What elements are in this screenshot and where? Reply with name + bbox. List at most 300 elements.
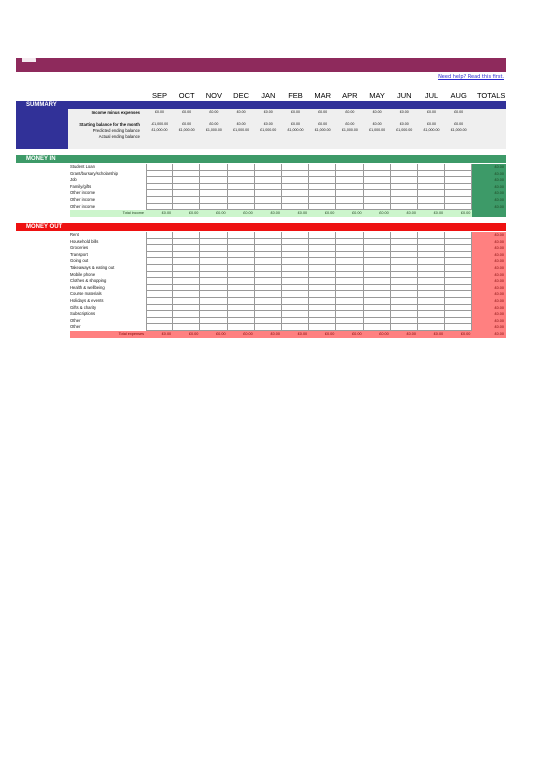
money-out-input-cell[interactable] (282, 245, 309, 252)
money-out-input-cell[interactable] (309, 291, 336, 298)
money-out-input-cell[interactable] (228, 278, 255, 285)
money-out-input-cell[interactable] (364, 252, 391, 259)
money-out-input-cell[interactable] (173, 258, 200, 265)
money-in-input-cell[interactable] (418, 171, 445, 178)
money-in-input-cell[interactable] (255, 177, 282, 184)
money-in-input-cell[interactable] (282, 197, 309, 204)
money-in-total-label: Total income (70, 210, 146, 217)
money-out-input-cell[interactable] (336, 311, 363, 318)
money-out-input-cell[interactable] (391, 232, 418, 239)
money-in-input-cell[interactable] (200, 171, 227, 178)
money-out-input-cell[interactable] (309, 252, 336, 259)
money-out-input-cell[interactable] (391, 252, 418, 259)
money-in-input-cell[interactable] (309, 197, 336, 204)
money-out-input-cell[interactable] (418, 278, 445, 285)
money-out-month-total: £0.00 (282, 331, 309, 338)
money-out-row-total: £0.00 (472, 298, 506, 305)
money-in-input-cell[interactable] (418, 190, 445, 197)
money-out-input-cell[interactable] (200, 285, 227, 292)
money-in-input-cell[interactable] (418, 197, 445, 204)
money-out-input-cell[interactable] (255, 232, 282, 239)
money-out-input-cell[interactable] (282, 318, 309, 325)
money-out-input-cell[interactable] (173, 278, 200, 285)
money-out-input-cell[interactable] (282, 298, 309, 305)
money-in-input-cell[interactable] (445, 204, 472, 211)
money-out-input-cell[interactable] (364, 311, 391, 318)
money-out-input-cell[interactable] (200, 311, 227, 318)
money-out-input-cell[interactable] (336, 232, 363, 239)
money-in-input-cell[interactable] (364, 171, 391, 178)
money-in-input-cell[interactable] (255, 184, 282, 191)
money-in-input-cell[interactable] (282, 184, 309, 191)
money-out-input-cell[interactable] (173, 272, 200, 279)
money-out-input-cell[interactable] (228, 311, 255, 318)
month-header-mar: MAR (314, 91, 332, 100)
money-out-input-cell[interactable] (445, 324, 472, 331)
money-in-input-cell[interactable] (336, 171, 363, 178)
money-out-input-cell[interactable] (336, 258, 363, 265)
money-out-input-cell[interactable] (282, 252, 309, 259)
money-out-input-cell[interactable] (173, 324, 200, 331)
money-out-input-cell[interactable] (228, 245, 255, 252)
predicted-balance-value: £1,000.00 (151, 128, 168, 132)
money-in-input-cell[interactable] (146, 177, 173, 184)
money-out-input-cell[interactable] (418, 252, 445, 259)
money-out-input-cell[interactable] (228, 291, 255, 298)
money-out-input-cell[interactable] (309, 265, 336, 272)
money-out-input-cell[interactable] (391, 265, 418, 272)
money-in-input-cell[interactable] (282, 190, 309, 197)
money-out-input-cell[interactable] (309, 305, 336, 312)
money-in-input-cell[interactable] (228, 164, 255, 171)
money-out-input-cell[interactable] (418, 324, 445, 331)
money-in-input-cell[interactable] (336, 197, 363, 204)
money-out-input-cell[interactable] (391, 311, 418, 318)
money-out-input-cell[interactable] (173, 245, 200, 252)
money-out-input-cell[interactable] (228, 239, 255, 246)
money-in-input-cell[interactable] (255, 190, 282, 197)
money-out-input-cell[interactable] (255, 239, 282, 246)
money-out-input-cell[interactable] (200, 232, 227, 239)
money-out-input-cell[interactable] (146, 318, 173, 325)
money-out-input-cell[interactable] (445, 311, 472, 318)
money-in-input-cell[interactable] (364, 197, 391, 204)
money-out-input-cell[interactable] (200, 318, 227, 325)
money-out-input-cell[interactable] (173, 239, 200, 246)
money-in-input-cell[interactable] (173, 171, 200, 178)
money-out-input-cell[interactable] (146, 258, 173, 265)
money-out-input-cell[interactable] (309, 324, 336, 331)
money-in-input-cell[interactable] (418, 184, 445, 191)
money-out-input-cell[interactable] (391, 324, 418, 331)
money-out-input-cell[interactable] (146, 232, 173, 239)
money-out-input-cell[interactable] (173, 318, 200, 325)
money-out-input-cell[interactable] (228, 232, 255, 239)
money-out-input-cell[interactable] (282, 291, 309, 298)
money-in-input-cell[interactable] (445, 164, 472, 171)
money-out-input-cell[interactable] (255, 305, 282, 312)
money-out-row-total: £0.00 (472, 272, 506, 279)
money-out-input-cell[interactable] (364, 245, 391, 252)
starting-balance-value: £0.00 (345, 122, 355, 126)
money-in-input-cell[interactable] (418, 164, 445, 171)
money-out-input-cell[interactable] (282, 278, 309, 285)
money-out-input-cell[interactable] (282, 285, 309, 292)
money-out-input-cell[interactable] (445, 272, 472, 279)
money-out-input-cell[interactable] (146, 311, 173, 318)
money-out-input-cell[interactable] (173, 311, 200, 318)
money-in-input-cell[interactable] (146, 164, 173, 171)
money-in-input-cell[interactable] (146, 204, 173, 211)
money-in-input-cell[interactable] (445, 184, 472, 191)
predicted-balance-value: £1,000.00 (314, 128, 331, 132)
money-out-input-cell[interactable] (309, 258, 336, 265)
money-out-input-cell[interactable] (200, 258, 227, 265)
money-in-input-cell[interactable] (445, 197, 472, 204)
money-in-input-cell[interactable] (200, 197, 227, 204)
money-out-input-cell[interactable] (309, 278, 336, 285)
money-out-input-cell[interactable] (364, 291, 391, 298)
money-out-input-cell[interactable] (364, 258, 391, 265)
money-out-input-cell[interactable] (391, 258, 418, 265)
money-out-input-cell[interactable] (418, 245, 445, 252)
money-out-input-cell[interactable] (200, 305, 227, 312)
money-in-input-cell[interactable] (173, 184, 200, 191)
money-out-input-cell[interactable] (336, 285, 363, 292)
money-in-input-cell[interactable] (364, 164, 391, 171)
money-out-input-cell[interactable] (364, 272, 391, 279)
money-in-input-cell[interactable] (228, 197, 255, 204)
money-out-input-cell[interactable] (309, 311, 336, 318)
money-out-title: MONEY OUT (26, 224, 63, 230)
money-out-input-cell[interactable] (336, 278, 363, 285)
money-out-input-cell[interactable] (391, 291, 418, 298)
money-in-input-cell[interactable] (336, 177, 363, 184)
money-in-input-cell[interactable] (391, 204, 418, 211)
money-out-input-cell[interactable] (200, 272, 227, 279)
money-in-input-cell[interactable] (173, 204, 200, 211)
money-out-input-cell[interactable] (418, 311, 445, 318)
money-out-input-cell[interactable] (391, 245, 418, 252)
money-out-input-cell[interactable] (364, 285, 391, 292)
money-in-month-total: £0.00 (309, 210, 336, 217)
money-in-input-cell[interactable] (228, 184, 255, 191)
money-out-input-cell[interactable] (336, 318, 363, 325)
money-out-input-cell[interactable] (255, 265, 282, 272)
money-out-input-cell[interactable] (309, 298, 336, 305)
money-in-row-label: Grant/bursary/scholarship (70, 170, 118, 176)
money-out-input-cell[interactable] (200, 239, 227, 246)
money-in-input-cell[interactable] (228, 190, 255, 197)
money-out-input-cell[interactable] (336, 291, 363, 298)
money-in-input-cell[interactable] (200, 184, 227, 191)
money-in-input-cell[interactable] (309, 184, 336, 191)
money-in-input-cell[interactable] (228, 177, 255, 184)
money-out-input-cell[interactable] (445, 265, 472, 272)
grid-left-border (146, 164, 147, 210)
money-out-input-cell[interactable] (391, 305, 418, 312)
money-out-input-cell[interactable] (445, 291, 472, 298)
money-in-input-cell[interactable] (336, 184, 363, 191)
money-out-input-cell[interactable] (391, 272, 418, 279)
money-out-input-cell[interactable] (228, 298, 255, 305)
money-out-input-cell[interactable] (146, 285, 173, 292)
money-out-input-cell[interactable] (228, 324, 255, 331)
money-out-input-cell[interactable] (418, 305, 445, 312)
money-out-input-cell[interactable] (255, 278, 282, 285)
money-out-input-cell[interactable] (228, 305, 255, 312)
money-out-input-cell[interactable] (146, 239, 173, 246)
income-minus-value: £0.00 (318, 110, 328, 114)
money-out-input-cell[interactable] (200, 245, 227, 252)
money-out-grand-total: £0.00 (472, 331, 506, 338)
money-out-row-label: Gifts & charity (70, 304, 97, 310)
income-minus-value: £0.00 (291, 110, 300, 114)
money-out-input-cell[interactable] (418, 291, 445, 298)
money-in-input-cell[interactable] (418, 177, 445, 184)
money-in-input-cell[interactable] (364, 190, 391, 197)
money-in-month-total: £0.00 (445, 210, 472, 217)
money-in-input-cell[interactable] (146, 184, 173, 191)
money-out-input-cell[interactable] (418, 298, 445, 305)
money-out-input-cell[interactable] (255, 252, 282, 259)
money-out-input-cell[interactable] (364, 298, 391, 305)
money-out-input-cell[interactable] (146, 265, 173, 272)
money-in-input-cell[interactable] (445, 190, 472, 197)
money-in-input-cell[interactable] (336, 190, 363, 197)
money-in-input-cell[interactable] (309, 204, 336, 211)
money-in-row-total: £0.00 (472, 184, 506, 191)
money-in-input-cell[interactable] (200, 204, 227, 211)
money-out-input-cell[interactable] (146, 245, 173, 252)
money-out-input-cell[interactable] (364, 318, 391, 325)
money-in-input-cell[interactable] (282, 171, 309, 178)
money-out-input-cell[interactable] (146, 324, 173, 331)
money-out-input-cell[interactable] (336, 252, 363, 259)
money-in-input-cell[interactable] (173, 177, 200, 184)
money-out-input-cell[interactable] (309, 232, 336, 239)
money-in-input-cell[interactable] (364, 177, 391, 184)
money-out-input-cell[interactable] (336, 298, 363, 305)
money-out-input-cell[interactable] (445, 305, 472, 312)
money-out-input-cell[interactable] (282, 305, 309, 312)
money-in-input-cell[interactable] (228, 171, 255, 178)
money-in-input-cell[interactable] (309, 164, 336, 171)
money-out-input-cell[interactable] (445, 318, 472, 325)
money-in-input-cell[interactable] (309, 190, 336, 197)
money-out-input-cell[interactable] (336, 265, 363, 272)
money-out-input-cell[interactable] (364, 232, 391, 239)
predicted-balance-value: £1,000.00 (287, 128, 304, 132)
money-out-input-cell[interactable] (364, 239, 391, 246)
money-out-input-cell[interactable] (445, 232, 472, 239)
money-out-input-cell[interactable] (391, 318, 418, 325)
money-out-input-cell[interactable] (255, 285, 282, 292)
money-out-input-cell[interactable] (418, 272, 445, 279)
money-in-input-cell[interactable] (146, 171, 173, 178)
money-out-input-cell[interactable] (255, 318, 282, 325)
money-in-input-cell[interactable] (336, 164, 363, 171)
money-out-input-cell[interactable] (200, 265, 227, 272)
title-banner (16, 58, 506, 72)
money-in-input-cell[interactable] (173, 197, 200, 204)
money-in-input-cell[interactable] (391, 171, 418, 178)
money-out-input-cell[interactable] (418, 265, 445, 272)
money-out-input-cell[interactable] (282, 258, 309, 265)
money-out-input-cell[interactable] (418, 239, 445, 246)
money-in-input-cell[interactable] (146, 197, 173, 204)
money-in-input-cell[interactable] (391, 190, 418, 197)
money-out-input-cell[interactable] (364, 278, 391, 285)
money-in-input-cell[interactable] (364, 204, 391, 211)
money-out-input-cell[interactable] (146, 298, 173, 305)
money-in-input-cell[interactable] (309, 171, 336, 178)
money-out-input-cell[interactable] (200, 324, 227, 331)
money-out-row-label: Rent (70, 232, 79, 237)
money-out-input-cell[interactable] (282, 232, 309, 239)
money-out-input-cell[interactable] (173, 252, 200, 259)
money-out-input-cell[interactable] (173, 298, 200, 305)
money-out-input-cell[interactable] (228, 318, 255, 325)
money-out-input-cell[interactable] (418, 258, 445, 265)
money-in-input-cell[interactable] (173, 164, 200, 171)
income-minus-label: Income minus expenses (91, 110, 140, 115)
money-in-input-cell[interactable] (200, 177, 227, 184)
income-minus-value: £0.00 (209, 110, 219, 114)
money-out-input-cell[interactable] (255, 311, 282, 318)
money-out-input-cell[interactable] (391, 298, 418, 305)
money-out-input-cell[interactable] (228, 252, 255, 259)
money-out-month-total: £0.00 (228, 331, 255, 338)
money-in-input-cell[interactable] (391, 184, 418, 191)
money-out-input-cell[interactable] (445, 252, 472, 259)
money-in-input-cell[interactable] (200, 164, 227, 171)
money-in-input-cell[interactable] (445, 171, 472, 178)
money-in-input-cell[interactable] (282, 204, 309, 211)
money-out-input-cell[interactable] (336, 245, 363, 252)
money-in-input-cell[interactable] (146, 190, 173, 197)
money-out-input-cell[interactable] (173, 305, 200, 312)
money-out-row-total: £0.00 (472, 291, 506, 298)
money-in-input-cell[interactable] (255, 204, 282, 211)
money-out-input-cell[interactable] (336, 272, 363, 279)
starting-balance-value: £0.00 (372, 122, 382, 126)
money-out-input-cell[interactable] (200, 298, 227, 305)
money-out-input-cell[interactable] (336, 305, 363, 312)
money-in-input-cell[interactable] (255, 171, 282, 178)
money-in-input-cell[interactable] (173, 190, 200, 197)
money-out-input-cell[interactable] (255, 298, 282, 305)
money-out-input-cell[interactable] (418, 318, 445, 325)
money-out-input-cell[interactable] (391, 278, 418, 285)
money-out-input-cell[interactable] (309, 245, 336, 252)
money-out-input-cell[interactable] (309, 318, 336, 325)
money-out-input-cell[interactable] (228, 272, 255, 279)
money-out-input-cell[interactable] (445, 298, 472, 305)
money-out-input-cell[interactable] (200, 291, 227, 298)
summary-title: SUMMARY (26, 102, 57, 108)
help-link[interactable]: Need help? Read this first. (438, 74, 504, 80)
money-in-month-total: £0.00 (364, 210, 391, 217)
money-in-input-cell[interactable] (391, 164, 418, 171)
money-in-input-cell[interactable] (391, 177, 418, 184)
money-out-input-cell[interactable] (146, 272, 173, 279)
month-header-jun: JUN (397, 91, 412, 100)
money-out-input-cell[interactable] (146, 291, 173, 298)
money-in-input-cell[interactable] (282, 164, 309, 171)
totals-header: TOTALS (476, 91, 506, 100)
money-out-input-cell[interactable] (173, 265, 200, 272)
banner-logo-fragment (22, 52, 36, 62)
money-in-row-total: £0.00 (472, 190, 506, 197)
money-out-input-cell[interactable] (282, 265, 309, 272)
money-out-input-cell[interactable] (200, 278, 227, 285)
money-in-row-label: Student Loan (70, 164, 95, 169)
money-out-input-cell[interactable] (255, 245, 282, 252)
money-in-input-cell[interactable] (255, 164, 282, 171)
money-out-input-cell[interactable] (391, 285, 418, 292)
money-out-input-cell[interactable] (309, 285, 336, 292)
money-out-input-cell[interactable] (391, 239, 418, 246)
money-in-input-cell[interactable] (418, 204, 445, 211)
money-out-input-cell[interactable] (255, 291, 282, 298)
money-out-input-cell[interactable] (445, 258, 472, 265)
money-out-input-cell[interactable] (228, 258, 255, 265)
money-out-input-cell[interactable] (282, 272, 309, 279)
money-in-input-cell[interactable] (336, 204, 363, 211)
money-out-input-cell[interactable] (146, 305, 173, 312)
money-out-input-cell[interactable] (309, 239, 336, 246)
money-out-input-cell[interactable] (255, 324, 282, 331)
money-out-input-cell[interactable] (445, 285, 472, 292)
money-out-input-cell[interactable] (309, 272, 336, 279)
money-out-input-cell[interactable] (173, 291, 200, 298)
money-out-input-cell[interactable] (445, 239, 472, 246)
money-out-input-cell[interactable] (146, 252, 173, 259)
money-out-input-cell[interactable] (255, 272, 282, 279)
money-out-input-cell[interactable] (282, 324, 309, 331)
money-out-input-cell[interactable] (336, 324, 363, 331)
money-in-input-cell[interactable] (391, 197, 418, 204)
money-out-input-cell[interactable] (364, 265, 391, 272)
money-in-input-cell[interactable] (228, 204, 255, 211)
money-in-input-cell[interactable] (364, 184, 391, 191)
money-in-input-cell[interactable] (282, 177, 309, 184)
month-header-jul: JUL (424, 91, 439, 100)
money-out-input-cell[interactable] (364, 324, 391, 331)
money-in-input-cell[interactable] (309, 177, 336, 184)
money-in-input-cell[interactable] (445, 177, 472, 184)
money-out-input-cell[interactable] (282, 239, 309, 246)
money-out-input-cell[interactable] (173, 232, 200, 239)
money-out-input-cell[interactable] (364, 305, 391, 312)
money-out-input-cell[interactable] (146, 278, 173, 285)
money-out-input-cell[interactable] (173, 285, 200, 292)
money-out-input-cell[interactable] (418, 232, 445, 239)
money-out-input-cell[interactable] (200, 252, 227, 259)
money-out-input-cell[interactable] (228, 285, 255, 292)
money-out-input-cell[interactable] (255, 258, 282, 265)
money-out-input-cell[interactable] (228, 265, 255, 272)
starting-balance-value: £0.00 (236, 122, 246, 126)
money-in-input-cell[interactable] (255, 197, 282, 204)
money-out-input-cell[interactable] (418, 285, 445, 292)
money-out-input-cell[interactable] (445, 245, 472, 252)
money-out-input-cell[interactable] (445, 278, 472, 285)
money-in-input-cell[interactable] (200, 190, 227, 197)
money-out-input-cell[interactable] (282, 311, 309, 318)
money-out-input-cell[interactable] (336, 239, 363, 246)
